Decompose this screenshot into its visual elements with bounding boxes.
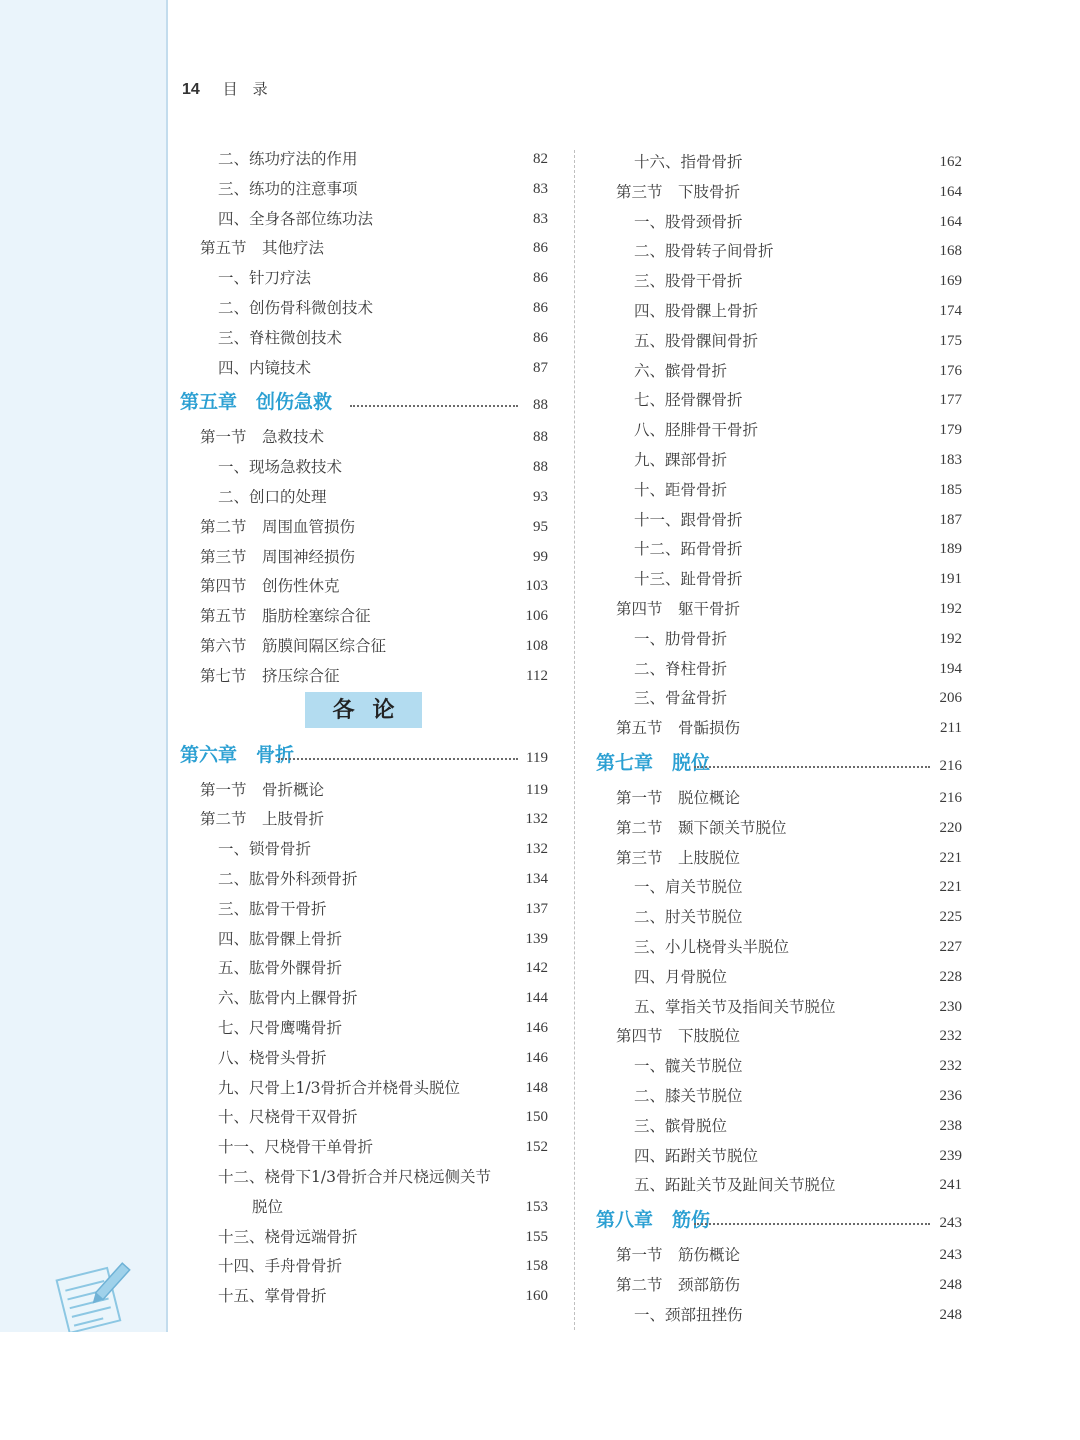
page-ref: 155: [525, 1228, 548, 1245]
page-ref: 191: [939, 571, 962, 588]
toc-item-row: [180, 1282, 548, 1312]
toc-entry-title: 脱位: [252, 1197, 284, 1216]
notebook-pencil-icon: [54, 1258, 134, 1332]
toc-item-row: [596, 1171, 962, 1201]
page-ref: 106: [525, 608, 548, 625]
toc-chapter-row: [596, 1201, 962, 1241]
toc-chapter-row: [180, 383, 548, 423]
toc-entry-title: 九、尺骨上1/3骨折合并桡骨头脱位: [218, 1078, 460, 1097]
toc-item-row: [596, 267, 962, 297]
toc-section-row: [596, 595, 962, 625]
page-ref: 164: [939, 183, 962, 200]
toc-entry-title: 第五节 骨骺损伤: [616, 719, 741, 738]
toc-entry-title: 十五、掌骨骨折: [218, 1287, 327, 1306]
page-ref: 112: [526, 667, 548, 684]
page-ref: 183: [939, 451, 962, 468]
page-ref: 177: [939, 392, 962, 409]
toc-item-row: [596, 565, 962, 595]
toc-section-row: [596, 178, 962, 208]
toc-item-row: [180, 1252, 548, 1282]
toc-entry-title: 四、全身各部位练功法: [218, 209, 374, 228]
toc-entry-title: 二、创伤骨科微创技术: [218, 298, 374, 317]
page-header-title: 目 录: [222, 80, 268, 98]
page-ref: 206: [939, 690, 962, 707]
toc-entry-title: 八、桡骨头骨折: [218, 1048, 327, 1067]
toc-entry-title: 一、针刀疗法: [218, 269, 312, 288]
toc-entry-title: 六、髌骨骨折: [634, 361, 728, 380]
page-ref: 134: [525, 870, 548, 887]
page-ref: 93: [533, 488, 548, 505]
page-ref: 142: [525, 960, 548, 977]
page-ref: 160: [525, 1288, 548, 1305]
toc-entry-title: 三、小儿桡骨头半脱位: [634, 937, 790, 956]
toc-left-column: [180, 145, 548, 1312]
toc-section-row: [180, 572, 548, 602]
toc-entry-title: 七、胫骨髁骨折: [634, 391, 743, 410]
toc-entry-title: 一、髋关节脱位: [634, 1057, 743, 1076]
toc-item-row: [596, 625, 962, 655]
toc-entry-title: 第三节 周围神经损伤: [200, 547, 356, 566]
toc-item-row: [180, 453, 548, 483]
toc-entry-title: 三、练功的注意事项: [218, 179, 358, 198]
toc-entry-title: 第三节 下肢骨折: [616, 182, 741, 201]
toc-item-row: [180, 483, 548, 513]
toc-entry-title: 三、骨盆骨折: [634, 689, 728, 708]
chapter-title: 第五章 创伤急救: [180, 392, 333, 414]
toc-entry-title: 四、内镜技术: [218, 358, 312, 377]
toc-entry-title: 二、膝关节脱位: [634, 1086, 743, 1105]
page-ref: 225: [939, 909, 962, 926]
page-ref: 176: [939, 362, 962, 379]
page-ref: 169: [939, 273, 962, 290]
toc-entry-title: 五、股骨髁间骨折: [634, 331, 759, 350]
toc-section-row: [596, 1022, 962, 1052]
toc-right-column: [596, 148, 962, 1330]
toc-entry-title: 十、距骨骨折: [634, 480, 728, 499]
page-ref: 230: [939, 998, 962, 1015]
toc-item-row: [180, 324, 548, 354]
page-ref: 86: [533, 299, 548, 316]
page-ref: 119: [526, 749, 548, 766]
toc-item-row: [180, 925, 548, 955]
toc-item-row: [596, 357, 962, 387]
page-ref: 132: [525, 841, 548, 858]
toc-item-row: [596, 535, 962, 565]
page-margin-band: [0, 0, 166, 1332]
toc-section-row: [180, 234, 548, 264]
page-ref: 119: [526, 781, 548, 798]
toc-entry-title: 一、肋骨骨折: [634, 629, 728, 648]
page-ref: 88: [533, 459, 548, 476]
toc-entry-title: 二、肘关节脱位: [634, 908, 743, 927]
page-ref: 88: [533, 429, 548, 446]
toc-entry-title: 第三节 上肢脱位: [616, 848, 741, 867]
toc-section-row: [180, 776, 548, 806]
toc-entry-title: 九、踝部骨折: [634, 450, 728, 469]
toc-entry-title: 四、股骨髁上骨折: [634, 301, 759, 320]
toc-section-row: [596, 814, 962, 844]
toc-item-row: [596, 506, 962, 536]
page-ref: 144: [525, 990, 548, 1007]
toc-entry-title: 十、尺桡骨干双骨折: [218, 1108, 358, 1127]
page-ref: 87: [533, 359, 548, 376]
page-ref: 174: [939, 302, 962, 319]
toc-entry-title: 第七节 挤压综合征: [200, 666, 340, 685]
toc-chapter-row: [180, 736, 548, 776]
chapter-title: 第八章 筋伤: [596, 1210, 711, 1232]
toc-entry-title: 三、髌骨脱位: [634, 1116, 728, 1135]
page-ref: 216: [939, 789, 962, 806]
toc-item-row: [596, 903, 962, 933]
toc-item-row: [180, 984, 548, 1014]
toc-entry-title: 第四节 躯干骨折: [616, 599, 741, 618]
toc-item-row: [180, 1103, 548, 1133]
toc-item-row: [596, 655, 962, 685]
page-ref: 211: [940, 720, 962, 737]
toc-entry-title: 八、胫腓骨干骨折: [634, 421, 759, 440]
toc-entry-title: 四、跖跗关节脱位: [634, 1146, 759, 1165]
toc-item-row: [180, 264, 548, 294]
toc-left-list-b: [180, 736, 548, 1312]
toc-item-row: [596, 416, 962, 446]
toc-entry-title: 十三、趾骨骨折: [634, 570, 743, 589]
page-ref: 248: [939, 1306, 962, 1323]
page-ref: 86: [533, 329, 548, 346]
toc-entry-title: 三、肱骨干骨折: [218, 899, 327, 918]
toc-item-row: [180, 1223, 548, 1253]
toc-entry-title: 一、现场急救技术: [218, 458, 343, 477]
page-ref: 132: [525, 811, 548, 828]
page-ref: 88: [533, 397, 548, 414]
toc-entry-title: 十四、手舟骨骨折: [218, 1257, 343, 1276]
toc-entry-title: 五、跖趾关节及趾间关节脱位: [634, 1176, 836, 1195]
toc-entry-title: 二、脊柱骨折: [634, 659, 728, 678]
toc-item-row: [596, 446, 962, 476]
toc-item-row: [596, 1052, 962, 1082]
toc-item-row: [596, 208, 962, 238]
toc-left-list-a: [180, 145, 548, 692]
page-ref: 232: [939, 1058, 962, 1075]
toc-entry-title: 二、肱骨外科颈骨折: [218, 869, 358, 888]
toc-item-row: [596, 933, 962, 963]
toc-item-row: [180, 145, 548, 175]
toc-item-row: [180, 835, 548, 865]
page-ref: 239: [939, 1147, 962, 1164]
toc-entry-title: 第一节 脱位概论: [616, 788, 741, 807]
page-ref: 152: [525, 1139, 548, 1156]
toc-entry-title: 二、练功疗法的作用: [218, 150, 358, 168]
toc-entry-title: 第一节 急救技术: [200, 428, 325, 447]
toc-item-row: [180, 1163, 548, 1193]
toc-item-row: [596, 684, 962, 714]
toc-entry-title: 第五节 脂肪栓塞综合征: [200, 607, 371, 626]
toc-item-row: [180, 354, 548, 384]
page-ref: 221: [939, 879, 962, 896]
page-ref: 192: [939, 600, 962, 617]
toc-entry-title: 十一、尺桡骨干单骨折: [218, 1138, 374, 1157]
toc-entry-title: 一、锁骨骨折: [218, 840, 312, 859]
page-ref: 162: [939, 154, 962, 170]
toc-entry-title: 第二节 上肢骨折: [200, 810, 325, 829]
page-ref: 189: [939, 541, 962, 558]
page-ref: 238: [939, 1117, 962, 1134]
page-ref: 179: [939, 422, 962, 439]
page-ref: 137: [525, 900, 548, 917]
toc-item-row: [180, 1014, 548, 1044]
toc-entry-title: 七、尺骨鹰嘴骨折: [218, 1018, 343, 1037]
toc-entry-title: 五、肱骨外髁骨折: [218, 959, 343, 978]
part-heading-wrap: [180, 692, 548, 736]
page-ref: 83: [533, 210, 548, 227]
page-ref: 236: [939, 1087, 962, 1104]
toc-entry-title: 十一、跟骨骨折: [634, 510, 743, 529]
toc-section-row: [596, 1271, 962, 1301]
toc-item-row: [180, 1044, 548, 1074]
toc-entry-title: 第一节 骨折概论: [200, 780, 325, 799]
toc-entry-title: 十二、桡骨下1/3骨折合并尺桡远侧关节: [218, 1167, 491, 1186]
page-ref: 83: [533, 180, 548, 197]
toc-entry-title: 第六节 筋膜间隔区综合征: [200, 636, 387, 655]
leader-dots: [694, 766, 930, 768]
page-ref: 99: [533, 548, 548, 565]
toc-item-row: [596, 386, 962, 416]
page-ref: 232: [939, 1028, 962, 1045]
toc-section-row: [180, 805, 548, 835]
page-header: [182, 78, 268, 99]
toc-section-row: [596, 844, 962, 874]
toc-section-row: [596, 714, 962, 744]
toc-section-row: [180, 513, 548, 543]
toc-entry-title: 第二节 颞下颌关节脱位: [616, 818, 787, 837]
toc-entry-title: 十三、桡骨远端骨折: [218, 1227, 358, 1246]
page-ref: 187: [939, 511, 962, 528]
page-ref: 146: [525, 1049, 548, 1066]
toc-entry-title: 二、创口的处理: [218, 487, 327, 506]
page-ref: 220: [939, 819, 962, 836]
page-ref: 103: [525, 578, 548, 595]
toc-item-row: [180, 895, 548, 925]
toc-item-row: [180, 1193, 548, 1223]
page-ref: 175: [939, 332, 962, 349]
page-ref: 148: [525, 1079, 548, 1096]
toc-item-row: [596, 963, 962, 993]
toc-item-row: [596, 993, 962, 1023]
page-ref: 248: [939, 1276, 962, 1293]
page-margin-line: [166, 0, 168, 1332]
toc-item-row: [596, 237, 962, 267]
page-ref: 216: [939, 757, 962, 774]
toc-section-row: [180, 423, 548, 453]
page-ref: 164: [939, 213, 962, 230]
toc-right-list: [596, 148, 962, 1330]
toc-entry-title: 第四节 下肢脱位: [616, 1027, 741, 1046]
toc-chapter-row: [596, 744, 962, 784]
page-ref: 108: [525, 637, 548, 654]
toc-entry-title: 四、肱骨髁上骨折: [218, 929, 343, 948]
page-ref: 221: [939, 849, 962, 866]
toc-section-row: [180, 602, 548, 632]
toc-entry-title: 一、颈部扭挫伤: [634, 1305, 743, 1324]
page-ref: 227: [939, 938, 962, 955]
page-number: 14: [182, 81, 200, 98]
toc-entry-title: 五、掌指关节及指间关节脱位: [634, 997, 836, 1016]
toc-item-row: [596, 327, 962, 357]
toc-entry-title: 四、月骨脱位: [634, 967, 728, 986]
page-ref: 168: [939, 243, 962, 260]
toc-item-row: [180, 865, 548, 895]
page-ref: 95: [533, 518, 548, 535]
toc-item-row: [596, 873, 962, 903]
toc-item-row: [180, 1133, 548, 1163]
toc-entry-title: 三、股骨干骨折: [634, 272, 743, 291]
toc-item-row: [180, 205, 548, 235]
page-ref: 146: [525, 1019, 548, 1036]
page-ref: 139: [525, 930, 548, 947]
toc-item-row: [180, 175, 548, 205]
toc-section-row: [180, 662, 548, 692]
toc-entry-title: 十六、指骨骨折: [634, 153, 743, 171]
page-ref: 228: [939, 968, 962, 985]
toc-entry-title: 六、肱骨内上髁骨折: [218, 989, 358, 1008]
toc-entry-title: 二、股骨转子间骨折: [634, 242, 774, 261]
page-ref: 150: [525, 1109, 548, 1126]
page-ref: 158: [525, 1258, 548, 1275]
toc-entry-title: 一、股骨颈骨折: [634, 212, 743, 231]
page-ref: 82: [533, 151, 548, 167]
chapter-title: 第六章 骨折: [180, 744, 295, 766]
toc-entry-title: 第一节 筋伤概论: [616, 1246, 741, 1265]
toc-item-row: [596, 1142, 962, 1172]
toc-entry-title: 第二节 颈部筋伤: [616, 1275, 741, 1294]
toc-item-row: [180, 1074, 548, 1104]
toc-item-row: [596, 297, 962, 327]
part-title: 各论: [305, 692, 422, 728]
toc-section-row: [180, 543, 548, 573]
toc-item-row: [596, 476, 962, 506]
page-ref: 243: [939, 1247, 962, 1264]
toc-item-row: [596, 148, 962, 178]
toc-entry-title: 一、肩关节脱位: [634, 878, 743, 897]
page-ref: 243: [939, 1215, 962, 1232]
toc-entry-title: 第四节 创伤性休克: [200, 577, 340, 596]
toc-item-row: [596, 1301, 962, 1331]
leader-dots: [278, 758, 518, 760]
toc-entry-title: 第五节 其他疗法: [200, 239, 325, 258]
page-ref: 192: [939, 630, 962, 647]
toc-item-row: [596, 1082, 962, 1112]
chapter-title: 第七章 脱位: [596, 752, 711, 774]
toc-entry-title: 十二、跖骨骨折: [634, 540, 743, 559]
leader-dots: [350, 405, 518, 407]
page-ref: 153: [525, 1198, 548, 1215]
toc-entry-title: 三、脊柱微创技术: [218, 328, 343, 347]
leader-dots: [694, 1223, 930, 1225]
page-ref: 241: [939, 1177, 962, 1194]
page-ref: 185: [939, 481, 962, 498]
page-ref: 194: [939, 660, 962, 677]
page-ref: 86: [533, 240, 548, 257]
toc-entry-title: 第二节 周围血管损伤: [200, 517, 356, 536]
toc-item-row: [180, 294, 548, 324]
column-divider: [574, 150, 575, 1330]
toc-item-row: [180, 954, 548, 984]
toc-section-row: [596, 784, 962, 814]
page-ref: 86: [533, 270, 548, 287]
toc-item-row: [596, 1112, 962, 1142]
toc-section-row: [180, 632, 548, 662]
toc-section-row: [596, 1241, 962, 1271]
